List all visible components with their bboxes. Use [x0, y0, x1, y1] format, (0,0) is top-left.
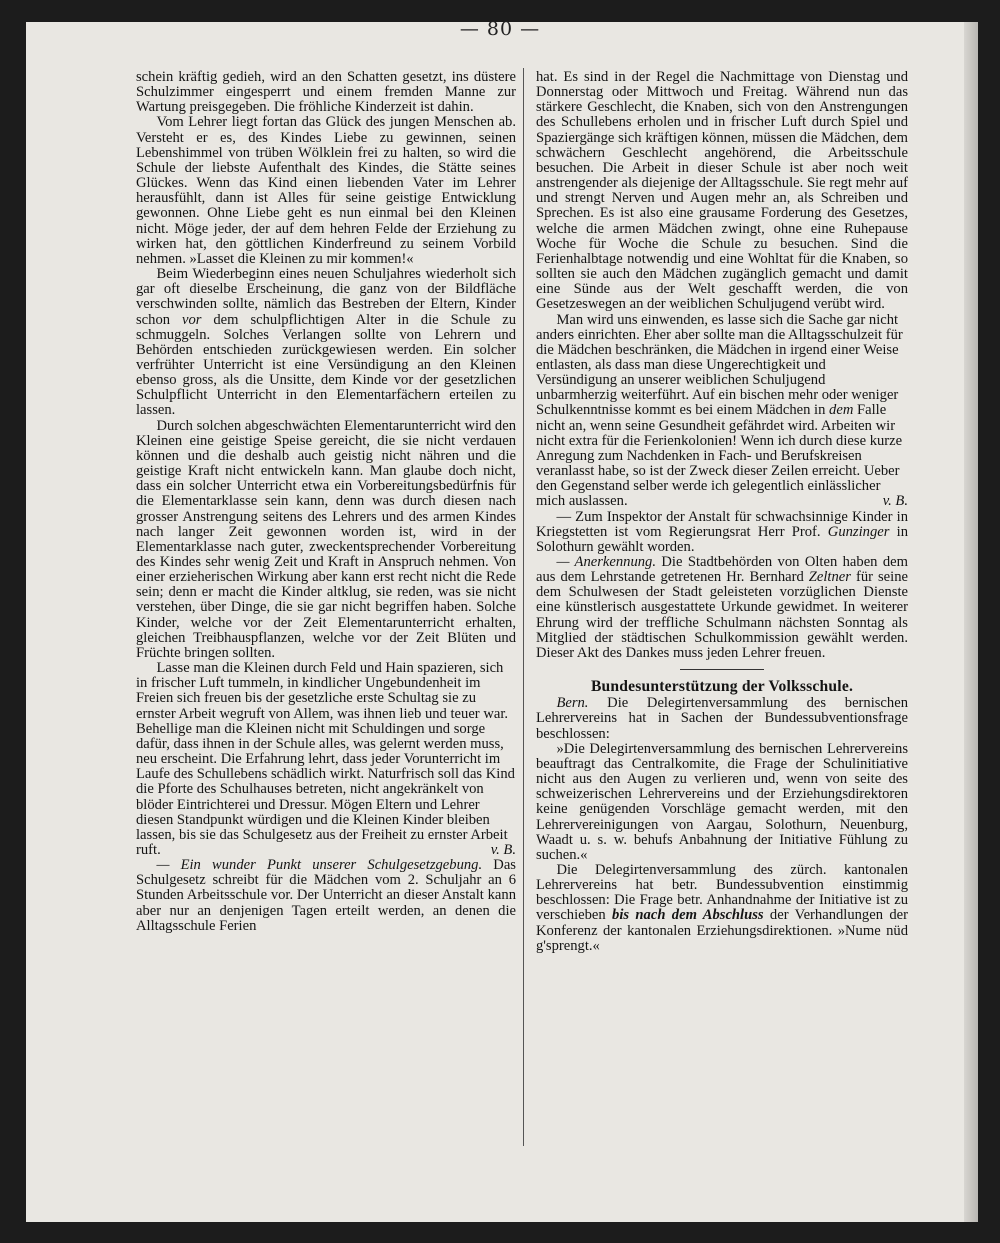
text-run: — Zum Inspektor der Anstalt für schwachsinnige Kinder in Kriegstetten ist vom Regierungsrat Herr Prof.: [536, 508, 908, 540]
paragraph: [136, 858, 516, 934]
text-run: Die Delegirtenversammlung des bernischen Lehrervereins hat in Sachen der Bundessubventionsfrage beschlossen:: [536, 695, 908, 742]
text-run: Das Schulgesetz schreibt für die Mädchen vom 2. Schuljahr an 6 Stunden Arbeitsschule vor. Der Unterricht an dieser Anstalt kann aber nur an denjenigen Tagen erteilt werden, an denen die Alltagsschule Ferien: [136, 857, 516, 934]
section-rule: [680, 669, 764, 670]
quote-paragraph: »Die Delegirtenversammlung des bernischen Lehrervereins beauftragt das Centralkomite, die Frage der Schulinitiative nicht aus den Augen zu verlieren und, wenn von seite des schweizerischen Lehrervereins und der Erziehungsdirektoren keine genügenden Vorschläge gemacht werden, mit den Lehrervereinigungen von Aargau, Solothurn, Neuenburg, Waadt u. s. w. behufs Anbahnung der Initiative Fühlung zu suchen.«: [536, 740, 908, 863]
text-run: Falle nicht an, wenn seine Gesundheit gefährdet wird. Arbeiten wir nicht extra für die Ferienkolonien! Wenn ich durch diese kurze Anregung zum Nachdenken in Fach- und Berufskreisen veranlasst habe, so ist der Zweck dieser Zeilen erreicht. Ueber den Gegenstand selber werde ich gelegentlich einlässlicher mich auslassen.: [536, 402, 903, 510]
paragraph: schein kräftig gedieh, wird an den Schatten gesetzt, ins düstere Schulzimmer eingesperrt und einem fremden Manne zur Wartung preisgegeben. Die fröhliche Kinderzeit ist dahin.: [136, 69, 516, 116]
right-column: [536, 70, 908, 954]
place-name: Bern.: [556, 695, 589, 712]
emphasis: Gunzinger: [827, 523, 890, 540]
paragraph: [536, 863, 908, 954]
paragraph: [536, 313, 908, 510]
paragraph: Vom Lehrer liegt fortan das Glück des jungen Menschen ab. Versteht er es, des Kindes Liebe zu gewinnen, seinen Lebenshimmel von trüben Wölklein frei zu halten, so wird die Schule der liebste Aufenthalt des Kindes, die Stätte seines Glückes. Wenn das Kind einen liebenden Vater im Lehrer herausfühlt, dann ist Alles für seine geistige Entwicklung gewonnen. Ohne Liebe geht es nun einmal bei den Kleinen nicht. Möge jeder, der auf dem hehren Felde der Erziehung zu wirken hat, den göttlichen Kinderfreund zu seinem Vorbild nehmen. »Lasset die Kleinen zu mir kommen!«: [136, 114, 516, 267]
emphasis: dem: [829, 402, 854, 419]
paragraph: [536, 510, 908, 555]
text-run: dem schulpflichtigen Alter in die Schule zu schmuggeln. Solches Verlangen sollte von Lehrern und Behörden entschieden zurückgewiesen werden. Ein solcher verfrühter Unterricht ist eine Versündigung an den Kleinen ebenso gross, als die Unsitte, dem Kinde vor der gesetzlichen Schulpflicht Unterricht in den Elementarfächern erteilen zu lassen.: [136, 311, 516, 419]
text-run: für seine dem Schulwesen der Stadt geleisteten vorzüglichen Dienste eine künstlerisch ausgestattete Urkunde gewidmet. In weiterer Ehrung wird der treffliche Schulmann nächsten Sonntag als Mitglied der städtischen Schulkommission gewählt werden. Dieser Akt des Dankes muss jeden Lehrer freuen.: [536, 569, 908, 661]
emphasis: vor: [181, 311, 202, 328]
paragraph: [136, 267, 516, 419]
article-title: — Anerkennung.: [556, 554, 656, 570]
text-run: der Verhandlungen der Konferenz der kantonalen Erziehungsdirektionen. »Nume nüd g'sprengt.«: [536, 907, 908, 954]
left-column: [136, 70, 516, 934]
emphasis: Zeltner: [808, 569, 851, 586]
section-heading: Bundesunterstützung der Volksschule.: [590, 678, 854, 696]
column-divider: [523, 68, 524, 1146]
page-edge: [964, 22, 978, 1222]
paragraph: hat. Es sind in der Regel die Nachmittage von Dienstag und Donnerstag oder Mittwoch und Freitag. Während nun das stärkere Geschlecht, die Knaben, sich von den Anstrengungen des Schullebens erholen und in frischer Luft durch Spiel und Spaziergänge sich kräftigen können, müssen die Mädchen, dem schwächern Geschlecht angehörend, die Arbeitsschule besuchen. Die Arbeit in dieser Schule ist aber noch weit anstrengender als diejenige der Alltagsschule. Sie regt mehr auf und strengt Nerven und Augen mehr an, als Schreiben und Sprechen. Es ist also eine grausame Forderung des Gesetzes, welche die armen Mädchen zwingt, ohne eine Ruhepause Woche für Woche die Schule zu besuchen. Sind die Ferienhalbtage notwendig und eine Wohltat für die Knaben, so sollten sie auch den Mädchen zugänglich gemacht und damit eine Sünde aus der Welt geschafft werden, die von Gesetzeswegen an der weiblichen Schuljugend verübt wird.: [536, 69, 908, 313]
paragraph: [136, 661, 516, 858]
text-run: Beim Wiederbeginn eines neuen Schuljahres wiederholt sich gar oft dieselbe Erscheinung, die ganz von der Bildfläche verschwinden sollte, nämlich das Bestreben der Eltern, Kinder schon: [136, 266, 516, 328]
author-signature: v. B.: [882, 493, 908, 510]
paragraph: [536, 555, 908, 661]
text-run: Lasse man die Kleinen durch Feld und Hain spazieren, sich in frischer Luft tummeln, in kindlicher Ungebundenheit im Freien sich freuen bis der gesetzliche erste Schultag sie zu ernster Arbeit wegruft von Allem, was ihnen lieb und teuer war. Behellige man die Kleinen nicht mit Schuldingen und sorge dafür, dass ihnen in der Schule alles, was gelernt werden muss, neu erscheint. Die Erfahrung lehrt, dass jeder Vorunterricht im Laufe des Schullebens schädlich wirkt. Naturfrisch soll das Kind die Pforte des Schulhauses betreten, nicht angekränkelt von blöder Eintrichterei und Dressur. Mögen Eltern und Lehrer diesen Standpunkt würdigen und die Kleinen Kinder bleiben lassen, bis sie das Schulgesetz aus der Freiheit zu ernster Arbeit ruft.: [136, 660, 515, 858]
page-number: — 80 —: [459, 18, 541, 40]
paragraph: Durch solchen abgeschwächten Elementarunterricht wird den Kleinen eine geistige Speise gereicht, die sie nicht verdauen können und die deshalb auch geistig nicht nähren und die geistige Kraft nicht entwickeln kann. Man glaube doch nicht, dass ein solcher Unterricht etwa ein Vorbereitungsbedürfnis für die Elementarklasse sein kann, denn was durch diesen nach grosser Anstrengung seitens des Lehrers und des armen Kindes nach langer Zeit gewonnen worden ist, wird in der Elementarklasse nach guter, zweckentsprechender Vorbereitung des Kindes sehr wenig Zeit und Kraft in Anspruch nehmen. Von einer erzieherischen Wirkung aber kann erst recht nicht die Rede sein; denn er macht die Kinder altklug, sie reden, was sie nicht verstehen, über Dinge, die sie gar nicht begriffen haben. Solche Kinder, welche vor der Zeit Elementarunterricht erhalten, gleichen Treibhauspflanzen, welche vor der Zeit Blüten und Früchte bringen sollten.: [136, 417, 516, 661]
article-title: — Ein wunder Punkt unserer Schulgesetzgebung.: [156, 857, 483, 874]
emphasis: bis nach dem Abschluss: [612, 907, 764, 924]
text-run: in Solothurn gewählt worden.: [536, 523, 908, 555]
author-signature: v. B.: [490, 841, 516, 858]
text-run: Man wird uns einwenden, es lasse sich die Sache gar nicht anders einrichten. Eher aber sollte man die Alltagsschulzeit für die Mädchen beschränken, die Mädchen in irgend einer Weise entlasten, als dass man diese Ungerechtigkeit und Versündigung an unserer weiblichen Schuljugend unbarmherzig weiterführt. Auf ein bischen mehr oder weniger Schulkenntnisse kommt es bei einem Mädchen in: [536, 311, 903, 419]
text-run: Die Delegirtenversammlung des zürch. kantonalen Lehrervereins hat betr. Bundessubvention einstimmig beschlossen: Die Frage betr. Anhandnahme der Initiative ist zu verschieben: [536, 861, 908, 924]
text-run: Die Stadtbehörden von Olten haben dem aus dem Lehrstande getretenen Hr. Bernhard: [536, 554, 908, 586]
paragraph: [536, 696, 908, 741]
